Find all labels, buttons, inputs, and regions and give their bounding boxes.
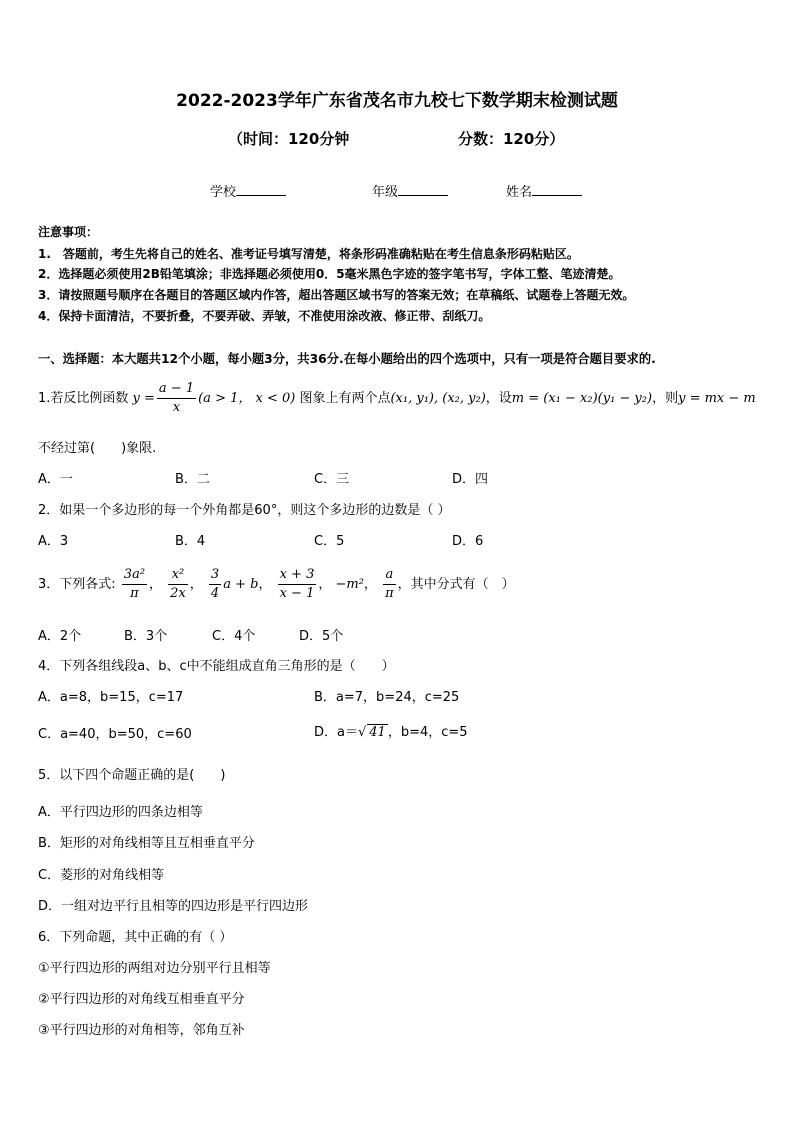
q1-mid2: ，设 [485,391,512,406]
question-5: 5．以下四个命题正确的是( ) [38,768,226,783]
q3-expr-5: −m² [335,577,364,592]
q5-option-d: D．一组对边平行且相等的四边形是平行四边形 [38,899,309,914]
q1-fraction-numerator: a − 1 [157,380,196,399]
q1-fn-y: y = [132,391,155,406]
question-1-line-2: 不经过第( )象限. [38,441,157,456]
name-field [506,181,582,200]
q2-option-c: C．5 [314,534,345,549]
score-label: 分数：120分） [458,130,565,148]
notice-heading: 注意事项： [38,225,99,239]
question-4: 4．下列各组线段a、b、c中不能组成直角三角形的是（ ） [38,659,395,674]
q3-expr-1 [122,566,147,603]
q3-expr-3-tail: a + b [223,577,259,592]
q5-option-a: A．平行四边形的四条边相等 [38,805,203,820]
question-1-line-1 [38,380,756,417]
q3-expr-4-den: x − 1 [279,586,315,601]
q1-points: (x₁, y₁), (x₂, y₂) [390,391,486,406]
exam-title: 2022-2023学年广东省茂名市九校七下数学期末检测试题 [176,91,618,111]
q2-option-d: D．6 [452,534,484,549]
section-heading: 一、选择题：本大题共12个小题，每小题3分，共36分.在每小题给出的四个选项中，只有一项是符合题目要求的. [38,352,656,366]
q6-item-1: ①平行四边形的两组对边分别平行且相等 [38,961,271,976]
q4-option-d-radicand: 41 [369,725,386,740]
grade-field [372,181,448,200]
q4-option-a: A．a=8，b=15，c=17 [38,690,184,705]
q6-item-3: ③平行四边形的对角相等，邻角互补 [38,1023,245,1038]
q3-expr-2-num: x² [168,566,188,585]
q1-prefix: 1.若反比例函数 [38,391,129,406]
notice-item: 1. 答题前，考生先将自己的姓名、准考证号填写清楚，将条形码准确粘贴在考生信息条形码粘贴区。 [38,247,579,261]
q3-option-d: D．5个 [299,629,344,644]
q3-option-c: C．4个 [212,629,256,644]
time-label: （时间：120分钟 [228,130,350,148]
q1-option-c: C．三 [314,472,350,487]
q3-expr-4 [278,566,317,603]
q5-option-c: C．菱形的对角线相等 [38,868,165,883]
q1-condition: (a > 1， x < 0) [198,391,296,406]
school-blank [236,182,286,196]
q1-option-d: D．四 [452,472,489,487]
q3-expr-3-num: 3 [209,566,221,585]
q1-option-a: A．一 [38,472,73,487]
q3-option-b: B．3个 [124,629,168,644]
q6-item-2: ②平行四边形的对角线互相垂直平分 [38,992,245,1007]
q1-mid3: ，则 [652,391,679,406]
q2-option-a: A．3 [38,534,69,549]
q1-fraction [157,380,196,417]
question-2: 2．如果一个多边形的每一个外角都是60°，则这个多边形的边数是（ ） [38,503,451,518]
q1-fraction-denominator: x [172,400,181,415]
notice-item: 3．请按照题号顺序在各题目的答题区域内作答，超出答题区域书写的答案无效；在草稿纸、试题卷上答题无效。 [38,288,635,302]
q3-prefix: 3．下列各式: [38,577,116,592]
q3-expr-4-num: x + 3 [278,566,317,585]
school-label: 学校 [210,185,237,200]
q3-expr-2 [168,566,188,603]
q4-option-c: C．a=40，b=50，c=60 [38,727,192,742]
q3-option-a: A．2个 [38,629,82,644]
q4-option-b: B．a=7，b=24，c=25 [314,690,460,705]
name-label: 姓名 [506,185,533,200]
q4-option-d-suffix: ，b=4，c=5 [387,725,468,740]
q3-expr-1-num: 3a² [122,566,147,585]
q3-expr-6-den: π [385,586,394,601]
q5-option-b: B．矩形的对角线相等且互相垂直平分 [38,836,255,851]
q3-expr-1-den: π [130,586,139,601]
q3-expr-2-den: 2x [170,586,186,601]
q3-suffix: ，其中分式有（ ） [397,577,515,592]
grade-blank [398,182,448,196]
q3-expr-6-num: a [383,566,396,585]
question-3: 3．下列各式: $\frac{\text{3a²}}{\pi}$ ， $\frac{\text{x²}}{2x}$ ， $\frac{3}{4}$ a + b， $\frac{x + 3}{x - 1}$ ， −m²， $\frac{a}{\pi}$ ，其中分式有（ ） [38,567,515,601]
q1-mid: 图象上有两个点 [299,391,391,406]
q1-m-expr: m = (x₁ − x₂)(y₁ − y₂) [511,391,653,406]
q4-option-d-prefix: D．a＝ [314,725,358,740]
q1-option-b: B．二 [175,472,210,487]
q1-line-expr: y = mx − m [678,391,756,406]
question-6: 6．下列命题，其中正确的有（ ） [38,930,233,945]
q4-option-d: D．a＝√ 41 ，b=4，c=5 [314,725,468,740]
name-blank [532,182,582,196]
q3-expr-6 [383,566,396,603]
notice-item: 2．选择题必须使用2B铅笔填涂；非选择题必须使用0．5毫米黑色字迹的签字笔书写，字体工整、笔迹清楚。 [38,267,621,281]
q3-expr-3 [209,566,221,603]
notice-item: 4．保持卡面清洁，不要折叠，不要弄破、弄皱，不准使用涂改液、修正带、刮纸刀。 [38,309,491,323]
school-field [210,181,286,200]
q2-option-b: B．4 [175,534,206,549]
q3-expr-3-den: 4 [210,586,220,601]
grade-label: 年级 [372,185,399,200]
